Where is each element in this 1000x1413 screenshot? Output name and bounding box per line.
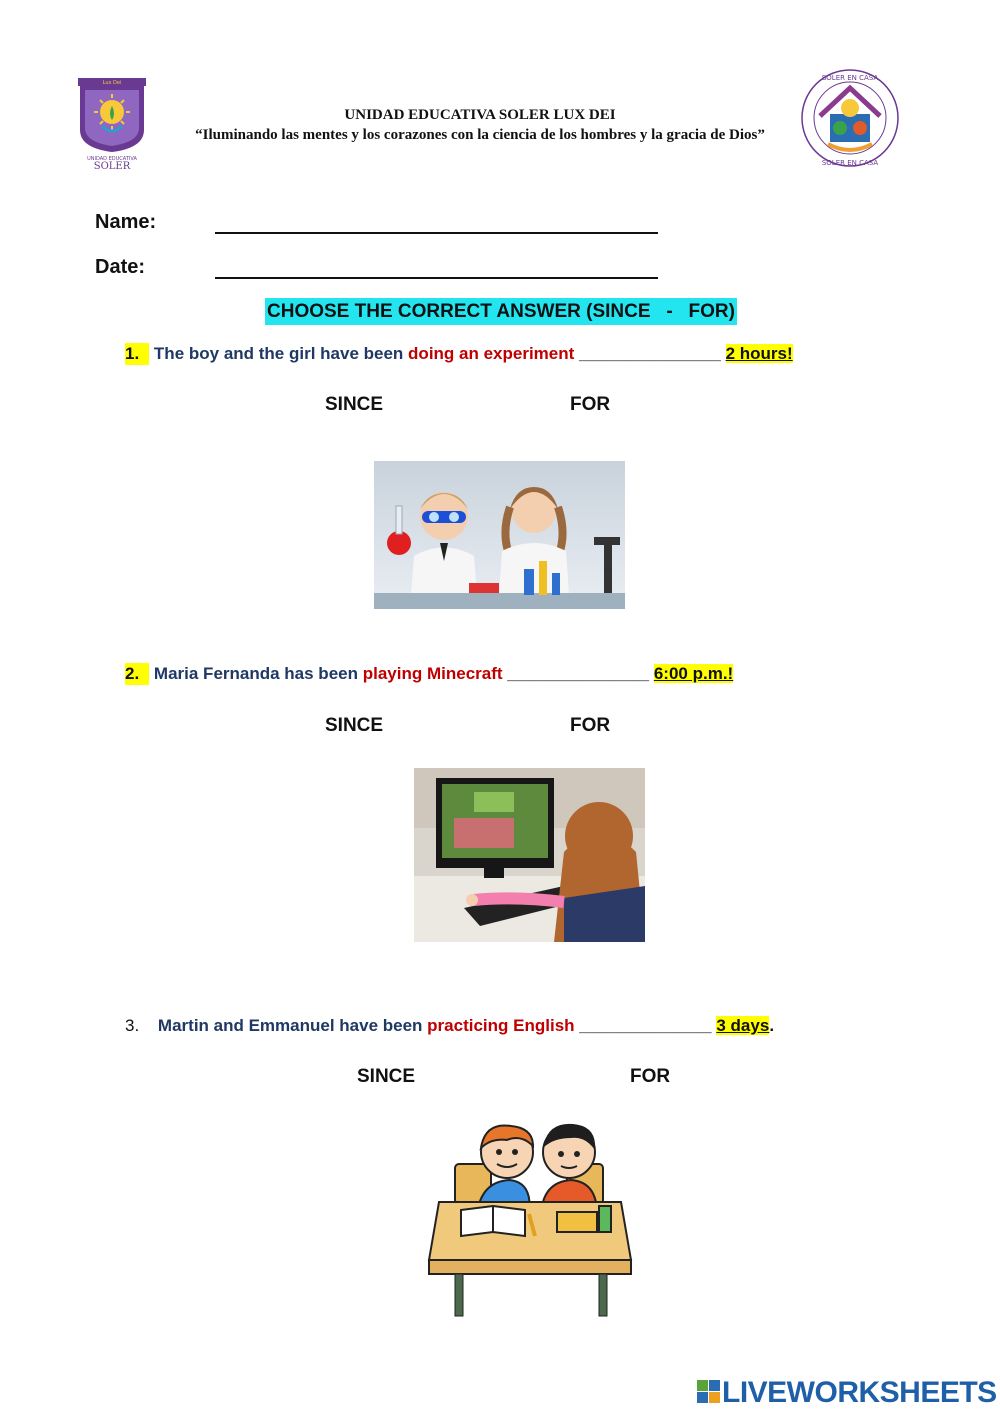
question-1 xyxy=(125,343,793,365)
worksheet-title: CHOOSE THE CORRECT ANSWER (SINCE - FOR) xyxy=(265,298,737,325)
question-activity: playing Minecraft xyxy=(362,664,503,683)
svg-text:SOLER: SOLER xyxy=(93,161,131,170)
option-for-2[interactable]: FOR xyxy=(570,715,611,736)
question-number: 2. xyxy=(125,663,149,685)
school-motto: “Iluminando las mentes y los corazones con la ciencia de los hombres y la gracia de Dios” xyxy=(195,127,765,143)
date-label: Date: xyxy=(95,256,146,278)
question-2 xyxy=(125,663,733,685)
answer-blank[interactable]: _______________ xyxy=(507,664,650,683)
name-answer-line[interactable] xyxy=(215,232,658,234)
liveworksheets-brand[interactable]: LIVEWORKSHEETS xyxy=(722,1376,997,1409)
question-time-expression: 3 days xyxy=(716,1016,770,1035)
school-name: UNIDAD EDUCATIVA SOLER LUX DEI xyxy=(344,107,616,123)
liveworksheets-logo-icon xyxy=(697,1380,721,1404)
girl-playing-computer-photo xyxy=(414,768,645,942)
kids-science-experiment-photo xyxy=(374,461,625,609)
option-since-2[interactable]: SINCE xyxy=(325,715,384,736)
school-logo-left xyxy=(76,78,148,170)
date-answer-line[interactable] xyxy=(215,277,658,279)
svg-text:UNIDAD EDUCATIVA: UNIDAD EDUCATIVA xyxy=(87,156,137,162)
question-subject: The boy and the girl have been xyxy=(153,344,404,363)
svg-text:SOLER EN CASA: SOLER EN CASA xyxy=(821,159,879,167)
option-since-3[interactable]: SINCE xyxy=(357,1066,416,1087)
question-subject: Maria Fernanda has been xyxy=(153,664,358,683)
question-subject: Martin and Emmanuel have been xyxy=(157,1016,423,1035)
option-since-1[interactable]: SINCE xyxy=(325,394,384,415)
svg-text:SOLER EN CASA: SOLER EN CASA xyxy=(821,74,879,82)
question-number: 3. xyxy=(125,1016,140,1035)
question-3 xyxy=(125,1015,774,1037)
question-time-expression: 2 hours! xyxy=(725,344,793,363)
option-for-3[interactable]: FOR xyxy=(630,1066,671,1087)
school-logo-right xyxy=(800,68,900,168)
answer-blank[interactable]: _______________ xyxy=(579,344,721,363)
question-activity: doing an experiment xyxy=(408,344,575,363)
option-for-1[interactable]: FOR xyxy=(570,394,611,415)
svg-text:Lux Dei: Lux Dei xyxy=(102,80,122,86)
question-activity: practicing English xyxy=(427,1016,575,1035)
question-time-expression: 6:00 p.m.! xyxy=(653,664,734,683)
question-period: . xyxy=(769,1016,775,1035)
answer-blank[interactable]: ______________ xyxy=(579,1016,712,1035)
boys-studying-desk-illustration xyxy=(425,1118,635,1318)
question-number: 1. xyxy=(125,343,149,365)
name-label: Name: xyxy=(95,211,157,233)
